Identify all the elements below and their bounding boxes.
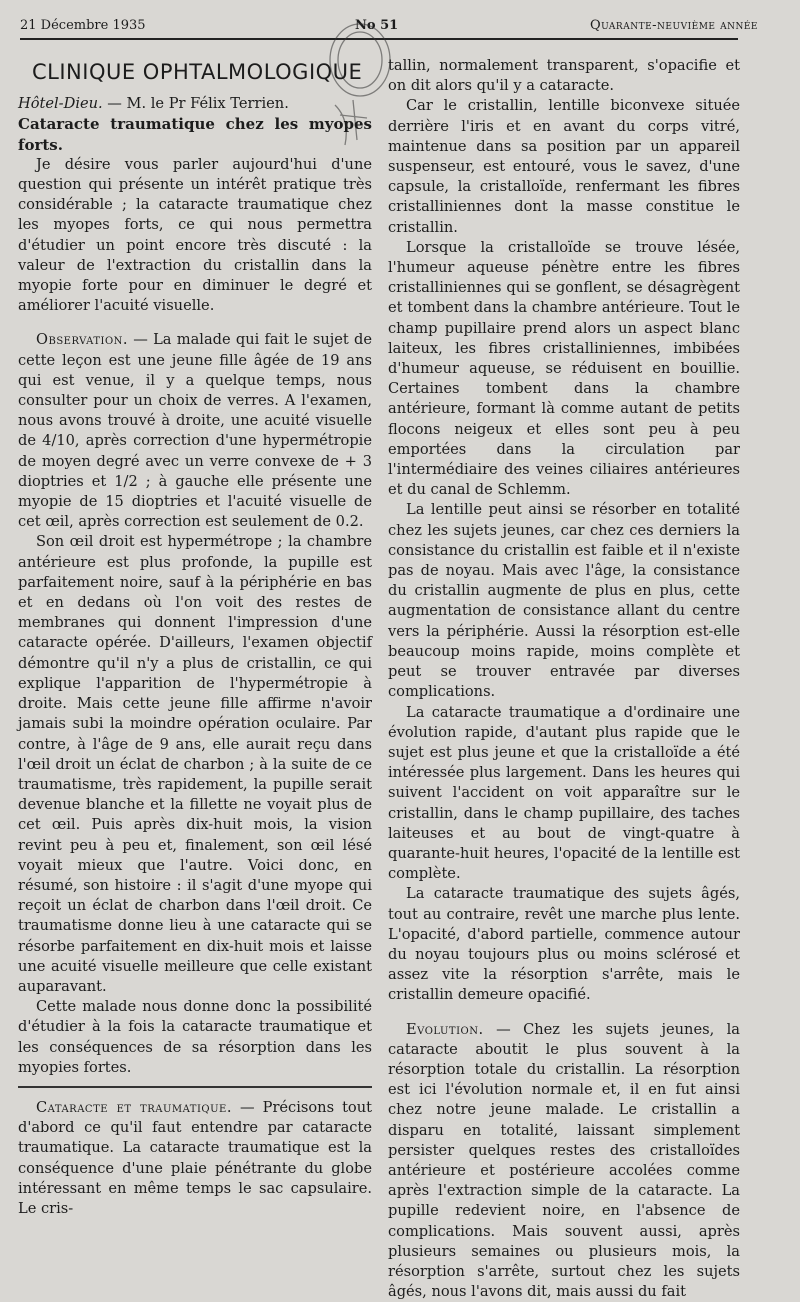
mechanism-paragraph: Lorsque la cristalloïde se trouve lésée, l'humeur aqueuse pénètre entre les fibres cristalliniennes qui se gonflent, se désagrègent et tombent dans la chambre antérieure. Tout le champ pupillaire prend alors un aspect blanc laiteux, les fibres cristalliniennes, imbibées d'humeur aqueuse, se réduisent en bouillie. Certaines tombent dans la chambre antérieure, formant là comme autant de petits flocons neigeux et elles sont peu à peu emportées dans la circulation par l'intermédiaire des veines ciliaires antérieures et du canal de Schlemm. (388, 238, 740, 499)
course-paragraph: La cataracte traumatique a d'ordinaire une évolution rapide, d'autant plus rapide que le sujet est plus jeune et que la cristalloïde a été intéressée plus largement. Dans les heures qui suivent l'accident on voit apparaître sur le cristallin, dans le champ pupillaire, des taches laiteuses et au bout de vingt-quatre à quarante-huit heures, l'opacité de la lentille est complète. (388, 703, 740, 883)
header-rule (20, 38, 738, 40)
observation-paragraph (18, 330, 372, 532)
byline-author: — M. le Pr Félix Terrien. (107, 95, 289, 113)
article-subtitle: Cataracte traumatique chez les myopes forts. (18, 115, 372, 154)
elderly-paragraph: La cataracte traumatique des sujets âgés, tout au contraire, revêt une marche plus lente. L'opacité, d'abord partielle, commence autour du noyau toujours plus ou moins sclérosé et assez vite la résorption s'arrête, mais le cristallin demeure opacifié. (388, 885, 740, 1004)
header-year: Quarante-neuvième année (589, 18, 758, 33)
case-history-paragraph: Son œil droit est hypermétrope ; la chambre antérieure est plus profonde, la pupille est parfaitement noire, sauf à la périphérie en bas et en dedans où l'on voit des restes de membranes qui donnent l'impression d'une cataracte opérée. D'ailleurs, l'examen objectif démontre qu'il n'y a plus de cristallin, ce qui explique l'apparition de l'hypermétropie à droite. Mais cette jeune fille affirme n'avoir jamais subi la moindre opération oculaire. Par contre, à l'âge de 9 ans, elle aurait reçu dans l'œil droit un éclat de charbon ; à la suite de ce traumatisme, très rapidement, la pupille serait devenue blanche et la fillette ne voyait plus de cet œil. Puis après dix-huit mois, la vision revint peu à peu et, finalement, son œil lésé voyait mieux que l'autre. Voici donc, en résumé, son histoire : il s'agit d'une myope qui reçoit un éclat de charbon dans l'œil droit. Ce traumatisme donne lieu à une cataracte qui se résorbe parfaitement en dix-huit mois et laisse une acuité visuelle meilleure que celle existant auparavant. (18, 533, 372, 995)
case-summary-paragraph: Cette malade nous donne donc la possibilité d'étudier à la fois la cataracte traumatique et les conséquences de sa résorption dans les myopies fortes. (18, 998, 372, 1076)
section-title: CLINIQUE OPHTALMOLOGIQUE (32, 60, 363, 84)
resorption-paragraph: La lentille peut ainsi se résorber en totalité chez les sujets jeunes, car chez ces derniers la consistance du cristallin est faible et il n'existe pas de noyau. Mais avec l'âge, la consistance du cristallin augmente de plus en plus, cette augmentation de consistance allant du centre vers la périphérie. Aussi la résorption est-elle beaucoup moins rapide, moins complète et peut se trouver entravée par diverses complications. (388, 501, 740, 701)
header-issue-number: No 51 (355, 18, 399, 33)
header-date: 21 Décembre 1935 (20, 18, 146, 33)
spacer (18, 316, 372, 330)
running-header (20, 18, 780, 38)
evolution-lead: Evolution. (406, 1020, 484, 1038)
intro-paragraph: Je désire vous parler aujourd'hui d'une question qui présente un intérêt pratique très considérable ; la cataracte traumatique chez les myopes forts, ce qui nous permettra d'étudier un point encore très discuté : la valeur de l'extraction du cristallin dans la myopie forte pour en diminuer le degré et améliorer l'acuité visuelle. (18, 155, 372, 315)
evolution-text: — Chez les sujets jeunes, la cataracte aboutit le plus souvent à la résorption totale du cristallin. La résorption est ici l'évolution normale et, il en fut ainsi chez notre jeune malade. Le cristallin a disparu en totalité, laissant simplement persister quelques restes des cristalloïdes antérieure et postérieure accolées comme après l'extraction simple de la cataracte. La pupille redevient noire, en l'absence de complications. Mais souvent aussi, après plusieurs semaines ou plusieurs mois, la résorption s'arrête, surtout chez les sujets âgés, nous l'avons dit, mais aussi du fait (388, 1020, 741, 1301)
definition-text: — Précisons tout d'abord ce qu'il faut entendre par cataracte traumatique. La cataracte traumatique est la conséquence d'une plaie pénétrante du globe intéressant en même temps le sac capsulaire. Le cris- (18, 1098, 372, 1217)
definition-lead: Cataracte et traumatique. (36, 1098, 232, 1116)
anatomy-paragraph: Car le cristallin, lentille biconvexe située derrière l'iris et en avant du corps vitré, maintenue dans sa position par un appareil suspenseur, est entouré, vous le savez, d'une capsule, la cristalloïde, renfermant les fibres cristalliniennes dont la masse constitue le cristallin. (388, 97, 740, 236)
left-column (18, 56, 372, 1219)
right-column (388, 56, 740, 1302)
spacer (388, 1006, 740, 1020)
section-divider (18, 1086, 372, 1088)
byline (18, 94, 372, 114)
observation-text: — La malade qui fait le sujet de cette leçon est une jeune fille âgée de 19 ans qui est venue, il y a quelque temps, nous consulter pour un choix de verres. A l'examen, nous avons trouvé à droite, une acuité visuelle de 4/10, après correction d'une hypermétropie de moyen degré avec un verre convexe de + 3 dioptries et 1/2 ; à gauche elle présente une myopie de 15 dioptries et l'acuité visuelle de cet œil, après correction est seulement de 0.2. (18, 331, 372, 531)
definition-paragraph (18, 1098, 372, 1219)
evolution-paragraph (388, 1020, 740, 1302)
observation-lead: Observation. (36, 331, 129, 349)
byline-place: Hôtel-Dieu. (18, 95, 103, 113)
continuation-paragraph: tallin, normalement transparent, s'opacifie et on dit alors qu'il y a cataracte. (388, 57, 740, 95)
